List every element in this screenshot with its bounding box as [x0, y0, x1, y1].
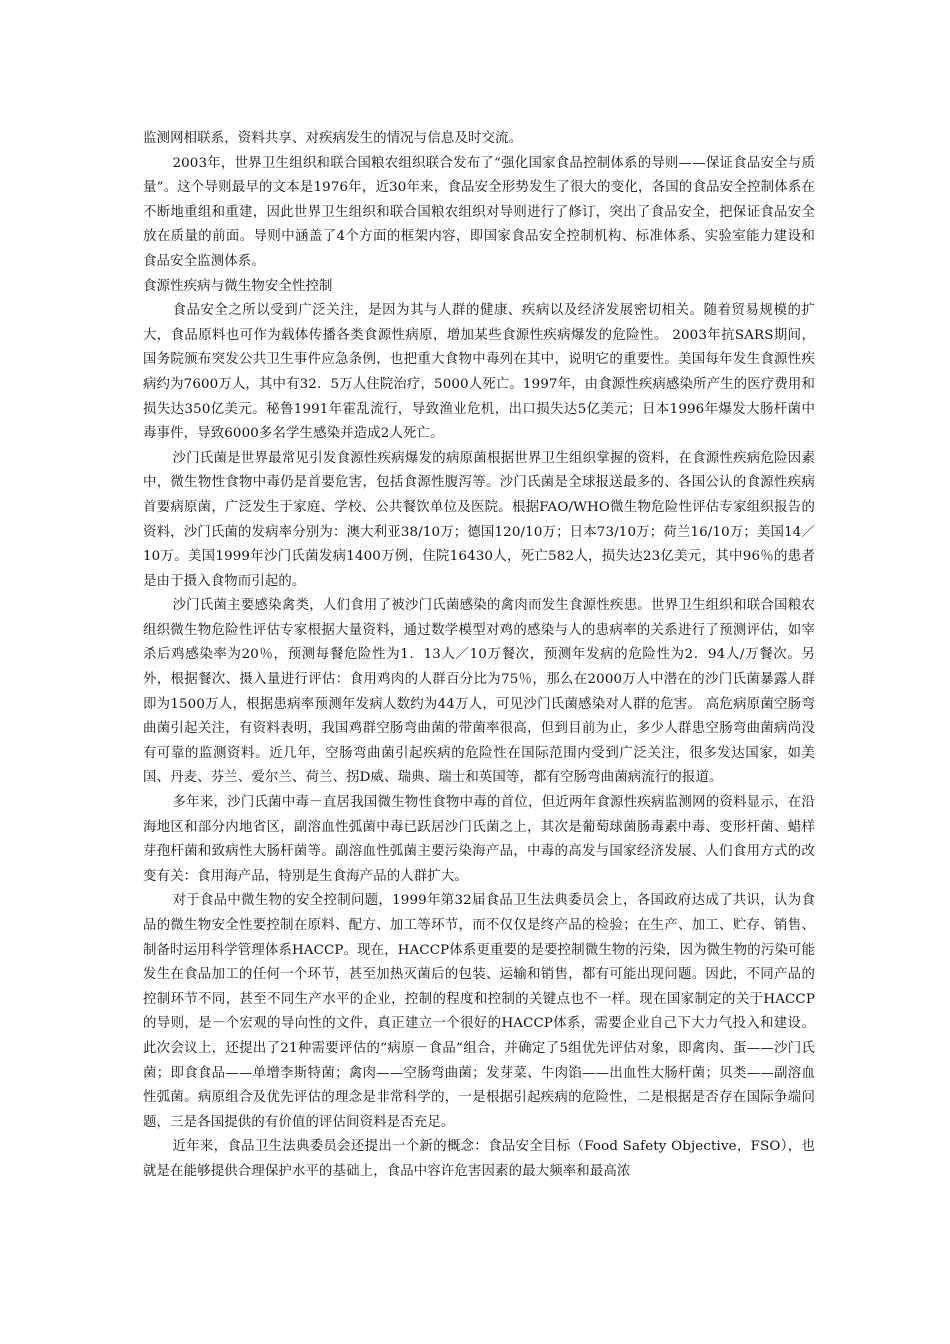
paragraph-salmonella-poultry: 沙门氏菌主要感染禽类，人们食用了被沙门氏菌感染的禽肉而发生食源性疾患。世界卫生组织和联合国粮农组织微生物危险性评估专家根据大量资料，通过数学模型对鸡的感染与人的患病率的关系进行了预测评估，如宰杀后鸡感染率为20％，预测每餐危险性为1．13人／10万餐次，预测年发病的危险性为2．94人/万餐次。另外，根据餐次、摄入量进行评估：食用鸡肉的人群百分比为75％，那么在2000万人中潜在的沙门氏菌暴露人群即为1500万人，根据患病率预测年发病人数约为44万人，可见沙门氏菌感染对人群的危害。 高危病原菌空肠弯曲菌引起关注，有资料表明，我国鸡群空肠弯曲菌的带菌率很高，但到目前为止，多少人群患空肠弯曲菌病尚没有可靠的监测资料。近几年，空肠弯曲菌引起疾病的危险性在国际范围内受到广泛关注，很多发达国家，如美国、丹麦、芬兰、爱尔兰、荷兰、拐D威、瑞典、瑞士和英国等，都有空肠弯曲菌病流行的报道。: [143, 598, 815, 786]
paragraph-food-safety-objective: 近年来，食品卫生法典委员会还提出一个新的概念：食品安全目标（Food Safety Objective，FSO），也就是在能够提供合理保护水平的基础上，食品中容许危害因素的最大频率和最高浓: [143, 1139, 815, 1179]
paragraph-vibrio-parahaemolyticus: 多年来，沙门氏菌中毒－直居我国微生物性食物中毒的首位，但近两年食源性疾病监测网的资料显示，在沿海地区和部分内地省区，副溶血性弧菌中毒已跃居沙门氏菌之上，其次是葡萄球菌肠毒素中毒、变形杆菌、蜡样芽孢杆菌和致病性大肠杆菌等。副溶血性弧菌主要污染海产品，中毒的高发与国家经济发展、人们食用方式的改变有关：食用海产品，特别是生食海产品的人群扩大。: [143, 795, 815, 884]
section-heading-foodborne-disease: 食源性疾病与微生物安全性控制: [143, 278, 333, 294]
paragraph-food-safety-attention: 食品安全之所以受到广泛关注，是因为其与人群的健康、疾病以及经济发展密切相关。随着贸易规模的扩大，食品原料也可作为载体传播各类食源性病原，增加某些食源性疾病爆发的危险性。 2003年抗SARS期间，国务院颁布突发公共卫生事件应急条例，也把重大食物中毒列在其中，说明它的重要性。美国每年发生食源性疾病约为7600万人，其中有32．5万人住院治疗，5000人死亡。1997年，由食源性疾病感染所产生的医疗费用和损失达350亿美元。秘鲁1991年霍乱流行，导致渔业危机，出口损失达5亿美元；日本1996年爆发大肠杆菌中毒事件，导致6000多名学生感染并造成2人死亡。: [143, 303, 815, 442]
paragraph-haccp-control: 对于食品中微生物的安全控制问题，1999年第32届食品卫生法典委员会上，各国政府达成了共识，认为食品的微生物安全性要控制在原料、配方、加工等环节，而不仅仅是终产品的检验；在生产、加工、贮存、销售、制备时运用科学管理体系HACCP。现在，HACCP体系更重要的是要控制微生物的污染，因为微生物的污染可能发生在食品加工的任何一个环节，甚至加热灭菌后的包装、运输和销售，都有可能出现问题。因此，不同产品的控制环节不同，甚至不同生产水平的企业，控制的程度和控制的关键点也不一样。现在国家制定的关于HACCP的导则，是－个宏观的导向性的文件，真正建立一个很好的HACCP体系，需要企业自己下大力气投入和建设。此次会议上，还提出了21种需要评估的“病原－食品”组合，并确定了5组优先评估对象，即禽肉、蛋——沙门氏菌；即食食品——单增李斯特菌；禽肉——空肠弯曲菌；发芽菜、牛肉馅——出血性大肠杆菌；贝类——副溶血性弧菌。病原组合及优先评估的理念是非常科学的，一是根据引起疾病的危险性，二是根据是否存在国际争端问题，三是各国提供的有价值的评估间资料是否充足。: [143, 893, 815, 1130]
paragraph-who-fao-guideline: 2003年，世界卫生组织和联合国粮农组织联合发布了“强化国家食品控制体系的导则——保证食品安全与质量”。这个导则最早的文本是1976年，近30年来，食品安全形势发生了很大的变化，各国的食品安全控制体系在不断地重组和重建，因此世界卫生组织和联合国粮农组织对导则进行了修订，突出了食品安全，把保证食品安全放在质量的前面。导则中涵盖了4个方面的框架内容，即国家食品安全控制机构、标准体系、实验室能力建设和食品安全监测体系。: [143, 155, 815, 269]
document-body: [143, 127, 815, 1185]
paragraph-intro-continuation: 监测网相联系，资料共享、对疾病发生的情况与信息及时交流。: [143, 131, 523, 146]
paragraph-salmonella-common: 沙门氏菌是世界最常见引发食源性疾病爆发的病原菌根据世界卫生组织掌握的资料，在食源性疾病危险因素中，微生物性食物中毒仍是首要危害，包括食源性腹泻等。沙门氏菌是全球报送最多的、各国公认的食源性疾病首要病原菌，广泛发生于家庭、学校、公共餐饮单位及医院。根据FAO/WHO微生物危险性评估专家组织报告的资料，沙门氏菌的发病率分别为：澳大利亚38/10万；德国120/10万；日本73/10万；荷兰16/10万；美国14／10万。美国1999年沙门氏菌发病1400万例，住院16430人，死亡582人，损失达23亿美元，其中96％的患者是由于摄入食物而引起的。: [143, 450, 815, 589]
